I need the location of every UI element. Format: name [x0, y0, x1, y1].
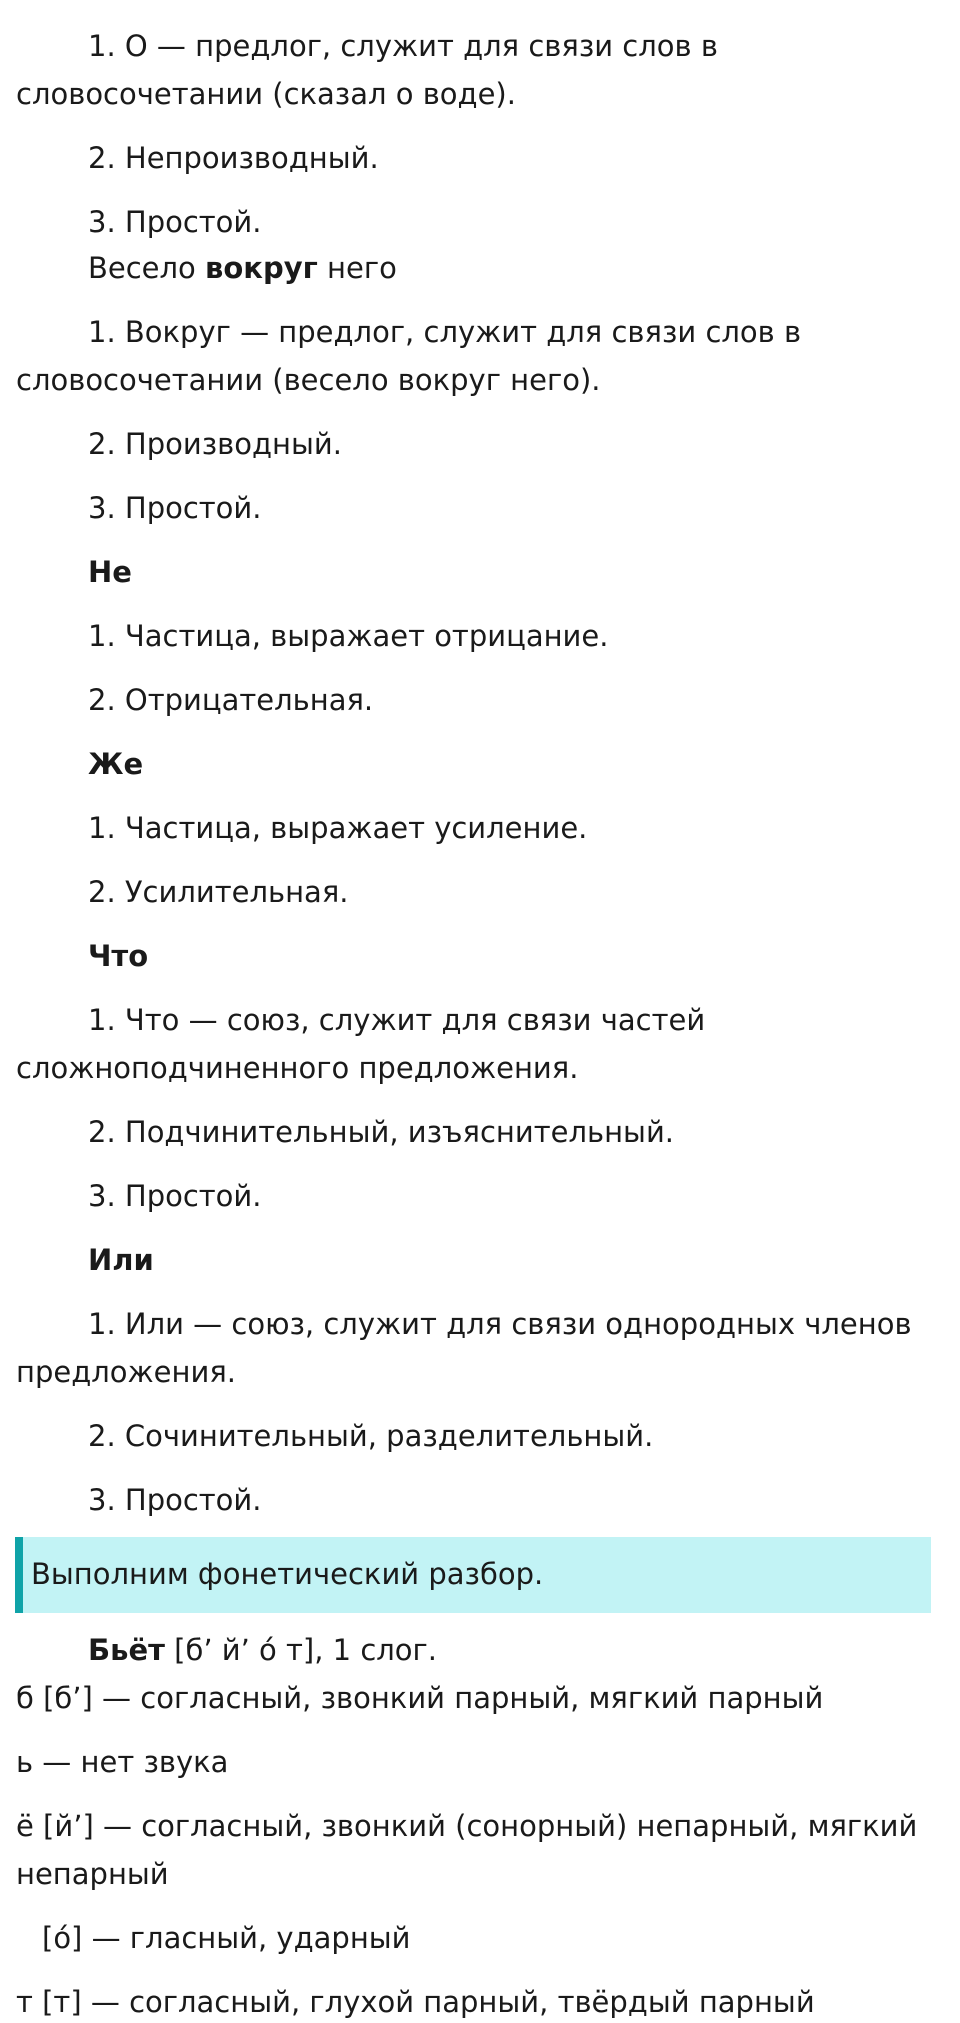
paragraph: 2. Усилительная.: [88, 875, 349, 909]
phonetic-row: непарный: [16, 1857, 169, 1891]
paragraph: 2. Производный.: [88, 427, 342, 461]
paragraph: 2. Непроизводный.: [88, 141, 379, 175]
paragraph: 3. Простой.: [88, 1483, 262, 1517]
paragraph: 1. Частица, выражает усиление.: [88, 811, 588, 845]
section-heading: Же: [88, 747, 144, 781]
paragraph: словосочетании (весело вокруг него).: [16, 363, 601, 397]
section-heading: Не: [88, 555, 132, 589]
paragraph: сложноподчиненного предложения.: [16, 1051, 579, 1085]
heading-bold-word: вокруг: [205, 251, 318, 285]
phrase-heading: [88, 250, 397, 288]
phonetic-row: ь — нет звука: [16, 1745, 229, 1779]
heading-text: Весело: [88, 251, 206, 285]
phonetic-row: [о́] — гласный, ударный: [42, 1921, 411, 1955]
paragraph: 1. О — предлог, служит для связи слов в: [88, 29, 718, 63]
callout-text: Выполним фонетический разбор.: [31, 1557, 544, 1591]
paragraph: 1. Частица, выражает отрицание.: [88, 619, 609, 653]
heading-text: него: [317, 251, 397, 285]
paragraph: предложения.: [16, 1355, 236, 1389]
paragraph: 1. Или — союз, служит для связи однородных членов: [88, 1307, 912, 1341]
phonetic-heading: [88, 1632, 437, 1670]
paragraph: 1. Что — союз, служит для связи частей: [88, 1003, 706, 1037]
paragraph: 2. Подчинительный, изъяснительный.: [88, 1115, 675, 1149]
paragraph: 3. Простой.: [88, 205, 262, 239]
paragraph: 2. Отрицательная.: [88, 683, 374, 717]
section-heading: Что: [88, 939, 149, 973]
phonetic-row: ё [й’] — согласный, звонкий (сонорный) непарный, мягкий: [16, 1809, 918, 1843]
callout-box: [15, 1537, 931, 1613]
paragraph: 3. Простой.: [88, 491, 262, 525]
phonetic-row: т [т] — согласный, глухой парный, твёрдый парный: [16, 1985, 815, 2019]
phonetic-word: Бьёт: [88, 1633, 165, 1667]
paragraph: 3. Простой.: [88, 1179, 262, 1213]
paragraph: словосочетании (сказал о воде).: [16, 77, 516, 111]
paragraph: 2. Сочинительный, разделительный.: [88, 1419, 654, 1453]
paragraph: 1. Вокруг — предлог, служит для связи слов в: [88, 315, 802, 349]
phonetic-row: б [б’] — согласный, звонкий парный, мягкий парный: [16, 1681, 824, 1715]
section-heading: Или: [88, 1243, 154, 1277]
phonetic-transcription: [б’ й’ о́ т], 1 слог.: [164, 1633, 438, 1667]
